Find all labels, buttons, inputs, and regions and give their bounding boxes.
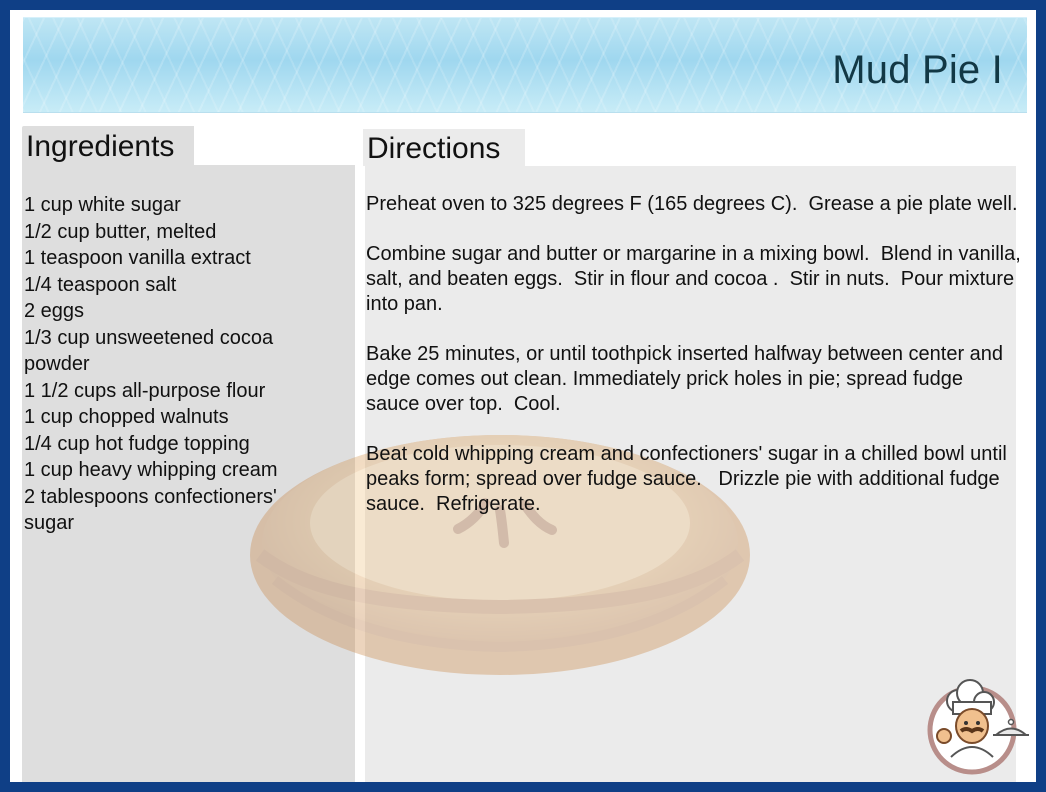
- title-banner: [23, 17, 1027, 113]
- direction-step: Bake 25 minutes, or until toothpick inserted halfway between center and edge comes out clean. Immediately prick holes in pie; spread fudge sauce over top. Cool.: [366, 343, 1009, 415]
- ingredient-item: 1/4 teaspoon salt: [24, 273, 177, 296]
- direction-step: Beat cold whipping cream and confectioners' sugar in a chilled bowl until peaks form; spread over fudge sauce. Drizzle pie with additional fudge sauce. Refrigerate.: [366, 443, 1013, 515]
- direction-step: Combine sugar and butter or margarine in a mixing bowl. Blend in vanilla, salt, and beaten eggs. Stir in flour and cocoa . Stir in nuts. Pour mixture into pan.: [366, 243, 1027, 315]
- ingredient-item: 2 eggs: [24, 300, 85, 322]
- directions-text: [366, 192, 1027, 542]
- ingredient-item: 1 cup white sugar: [24, 194, 181, 216]
- ingredients-heading: Ingredients: [26, 130, 175, 163]
- ingredients-list: [24, 192, 324, 537]
- recipe-card: [10, 10, 1036, 782]
- ingredient-item: 1 1/2 cups all-purpose flour: [24, 379, 266, 402]
- direction-step: Preheat oven to 325 degrees F (165 degrees C). Grease a pie plate well.: [366, 193, 1018, 215]
- ingredient-item: 1 teaspoon vanilla extract: [24, 247, 251, 269]
- ingredient-item: 1 cup chopped walnuts: [24, 406, 229, 428]
- ingredient-item: 1/4 cup hot fudge topping: [24, 432, 250, 455]
- directions-heading: Directions: [367, 132, 501, 165]
- chef-icon: [910, 655, 1035, 780]
- page-title: Mud Pie I: [832, 48, 1003, 92]
- ingredient-item: 1/2 cup butter, melted: [24, 220, 217, 243]
- ingredient-item: 1 cup heavy whipping cream: [24, 459, 278, 481]
- ingredient-item: 2 tablespoons confectioners' sugar: [24, 485, 277, 534]
- ingredient-item: 1/3 cup unsweetened cocoa powder: [24, 326, 274, 375]
